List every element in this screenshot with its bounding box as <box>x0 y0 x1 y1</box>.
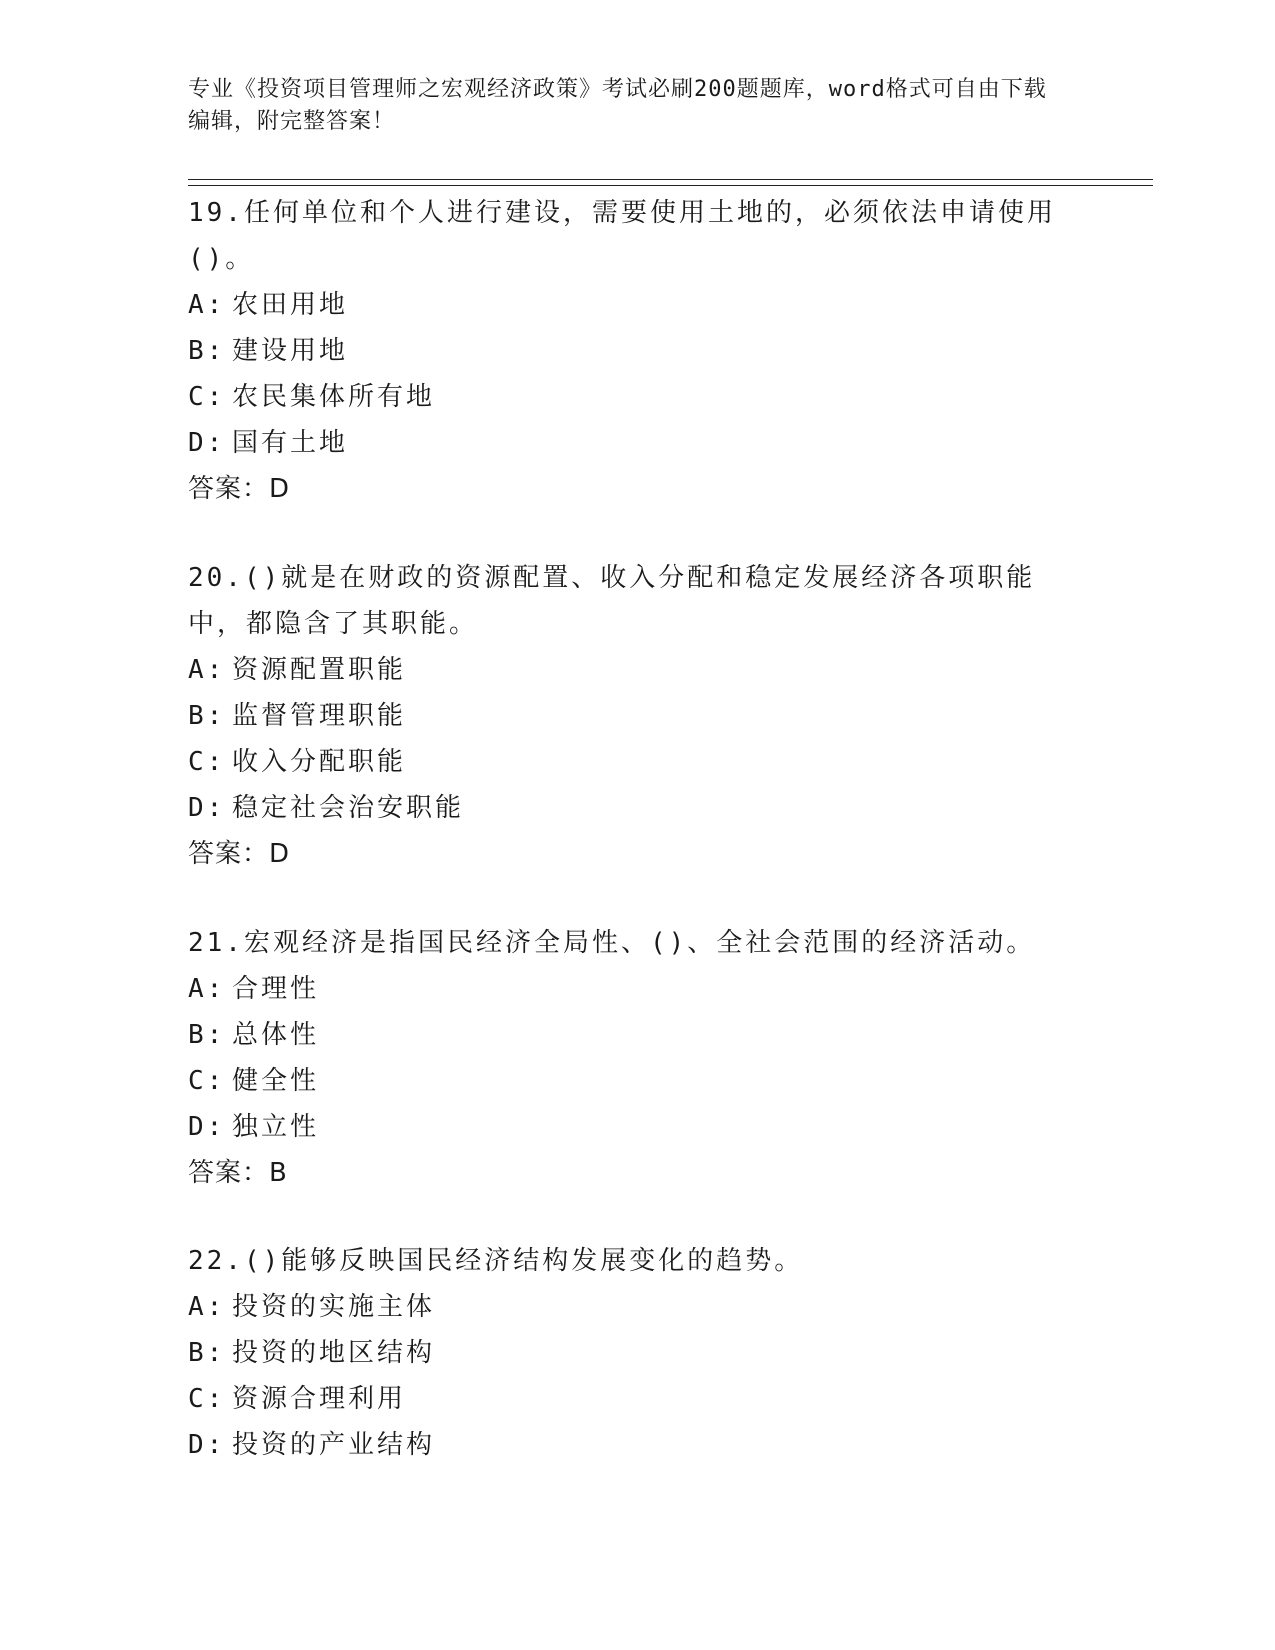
option-text: 投资的地区结构 <box>232 1338 436 1368</box>
option-text: 投资的产业结构 <box>232 1430 436 1460</box>
question-22 <box>188 1238 1088 1468</box>
question-stem: 22.()能够反映国民经济结构发展变化的趋势。 <box>188 1246 804 1276</box>
option-letter: B: <box>188 1338 226 1368</box>
option-b <box>188 328 1088 374</box>
option-text: 监督管理职能 <box>232 701 407 731</box>
answer-line: 答案：B <box>188 1158 288 1188</box>
answer-line: 答案：D <box>188 474 291 504</box>
option-letter: C: <box>188 1384 226 1414</box>
option-text: 独立性 <box>232 1112 320 1142</box>
option-text: 建设用地 <box>232 336 349 366</box>
option-text: 投资的实施主体 <box>232 1292 436 1322</box>
document-header: 专业《投资项目管理师之宏观经济政策》考试必刷200题题库，word格式可自由下载编辑，附完整答案！ <box>188 77 1047 134</box>
option-letter: D: <box>188 428 226 458</box>
option-letter: B: <box>188 336 226 366</box>
answer-line: 答案：D <box>188 839 291 869</box>
option-text: 农田用地 <box>232 290 349 320</box>
option-d <box>188 785 1088 831</box>
option-letter: A: <box>188 290 226 320</box>
option-text: 资源配置职能 <box>232 655 407 685</box>
option-b <box>188 693 1088 739</box>
option-letter: D: <box>188 793 226 823</box>
option-letter: D: <box>188 1112 226 1142</box>
option-text: 合理性 <box>232 974 320 1004</box>
option-c <box>188 1058 1088 1104</box>
option-d <box>188 420 1088 466</box>
header-divider-bottom <box>188 185 1153 186</box>
option-a <box>188 282 1088 328</box>
option-text: 健全性 <box>232 1066 320 1096</box>
option-c <box>188 374 1088 420</box>
option-text: 收入分配职能 <box>232 747 407 777</box>
option-b <box>188 1330 1088 1376</box>
option-letter: A: <box>188 974 226 1004</box>
option-letter: C: <box>188 1066 226 1096</box>
question-21 <box>188 920 1088 1196</box>
option-text: 农民集体所有地 <box>232 382 436 412</box>
header-divider-top <box>188 179 1153 180</box>
question-stem: 21.宏观经济是指国民经济全局性、()、全社会范围的经济活动。 <box>188 928 1036 958</box>
option-d <box>188 1104 1088 1150</box>
option-letter: B: <box>188 1020 226 1050</box>
question-stem: 20.()就是在财政的资源配置、收入分配和稳定发展经济各项职能中，都隐含了其职能。 <box>188 563 1036 639</box>
option-letter: C: <box>188 747 226 777</box>
question-20 <box>188 555 1088 877</box>
option-letter: D: <box>188 1430 226 1460</box>
option-a <box>188 1284 1088 1330</box>
option-letter: C: <box>188 382 226 412</box>
option-a <box>188 647 1088 693</box>
option-letter: A: <box>188 655 226 685</box>
option-d <box>188 1422 1088 1468</box>
option-letter: A: <box>188 1292 226 1322</box>
option-text: 资源合理利用 <box>232 1384 407 1414</box>
option-text: 稳定社会治安职能 <box>232 793 465 823</box>
option-text: 总体性 <box>232 1020 320 1050</box>
question-stem: 19.任何单位和个人进行建设，需要使用土地的，必须依法申请使用()。 <box>188 198 1056 274</box>
option-letter: B: <box>188 701 226 731</box>
option-a <box>188 966 1088 1012</box>
question-19 <box>188 190 1088 512</box>
option-c <box>188 1376 1088 1422</box>
option-text: 国有土地 <box>232 428 349 458</box>
option-c <box>188 739 1088 785</box>
option-b <box>188 1012 1088 1058</box>
